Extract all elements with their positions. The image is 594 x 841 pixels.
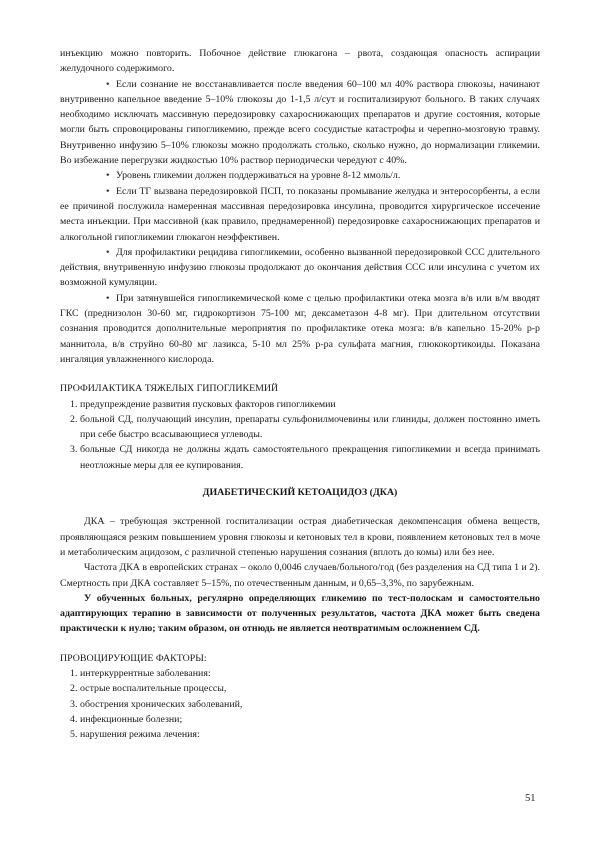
- list-item: 3. обострения хронических заболеваний,: [70, 698, 243, 710]
- list-item: 5. нарушения режима лечения:: [70, 729, 200, 741]
- document-page: [60, 46, 540, 742]
- list-item: 4. инфекционные болезни;: [70, 713, 183, 725]
- list-item: 1. предупреждение развития пусковых факторов гипогликемии: [70, 398, 336, 410]
- section-heading-factors: ПРОВОЦИРУЮЩИЕ ФАКТОРЫ:: [60, 652, 207, 664]
- paragraph: инъекцию можно повторить. Побочное действие глюкагона – рвота, создающая опасность аспирации желудочного содержимого.: [60, 48, 540, 75]
- bullet-item: • Уровень гликемии должен поддерживаться на уровне 8-12 ммоль/л.: [60, 168, 540, 183]
- bullet-item: • Если сознание не восстанавливается после введения 60–100 мл 40% раствора глюкозы, начинают внутривенно капельное введение 5–10% глюкозы до 1-1,5 л/сут и госпитализируют больного. В таких случаях необходимо исключать массивную передозировку сахароснижающих препаратов и другие состояния, которые могли быть спровоцированы гипогликемию, прежде всего сосудистые катастрофы и черепно-мозговую травму. Внутривенно инфузию 5–10% глюкозы можно продолжать столько, сколько нужно, до нормализации гликемии. Во избежание перегрузки жидкостью 10% раствор периодически чередуют с 40%.: [60, 77, 540, 169]
- factors-list: [60, 666, 540, 742]
- bullet-item: • При затянувшейся гипогликемической коме с целью профилактики отека мозга в/в или в/м вводят ГКС (преднизолон 30-60 мг, гидрокортизон 75-100 мг, дексаметазон 4-8 мг). При длительном отсутствии сознания проводится дополнительные мероприятия по профилактике отека мозга: в/в капельно 15-20% р-р маннитола, в/в струйно 60-80 мг лазикса, 5-10 мл 25% р-ра сульфата магния, глюкокортикоиды. Показана ингаляция увлажненного кислорода.: [60, 291, 540, 367]
- section-heading-prevention: ПРОФИЛАКТИКА ТЯЖЕЛЫХ ГИПОГЛИКЕМИЙ: [60, 383, 279, 395]
- paragraph: Частота ДКА в европейских странах – около 0,0046 случаев/больного/год (без разделения на СД типа 1 и 2). Смертность при ДКА составляет 5–15%, по отечественным данным, и 0,65–3,3%, по зарубежным.: [60, 562, 540, 589]
- list-item: 1. интеркуррентные заболевания:: [70, 667, 211, 679]
- list-item: 2. больной СД, получающий инсулин, препараты сульфонилмочевины или глиниды, должен постоянно иметь при себе быстро всасывающиеся углеводы.: [70, 413, 540, 441]
- paragraph: ДКА – требующая экстренной госпитализации острая диабетическая декомпенсация обмена веществ, проявляющаяся резким повышением уровня глюкозы и кетоновых тел в крови, появлением кетоновых тел в моче и метаболическим ацидозом, с различной степенью нарушения сознания (вплоть до комы) или без нее.: [60, 516, 540, 558]
- bullet-item: • Если ТГ вызвана передозировкой ПСП, то показаны промывание желудка и энтеросорбенты, а если ее причиной послужила намеренная массивная передозировка инсулина, проводится хирургическое иссечение места инъекции. При массивной (как правило, преднамеренной) передозировке сахароснижающих препаратов и алкогольной гипогликемии глюкагон неэффективен.: [60, 184, 540, 245]
- page-number: 51: [525, 793, 536, 804]
- list-item: 3. больные СД никогда не должны ждать самостоятельного прекращения гипогликемии и всегда принимать неотложные меры для ее купирования.: [70, 444, 540, 471]
- section-title-dka: ДИАБЕТИЧЕСКИЙ КЕТОАЦИДОЗ (ДКА): [202, 487, 398, 499]
- list-item: 2. острые воспалительные процессы,: [70, 683, 227, 695]
- bold-paragraph: У обученных больных, регулярно определяющих гликемию по тест-полоскам и самостоятельно адаптирующих терапию в зависимости от полученных результатов, частота ДКА может быть сведена практически к нулю; таким образом, он отнюдь не является неотвратимым осложнением СД.: [60, 592, 540, 635]
- bullet-item: • Для профилактики рецидива гипогликемии, особенно вызванной передозировкой ССС длительного действия, внутривенную инфузию глюкозы продолжают до окончания действия ССС или инсулина с учетом их возможной кумуляции.: [60, 245, 540, 291]
- prevention-list: [60, 397, 540, 473]
